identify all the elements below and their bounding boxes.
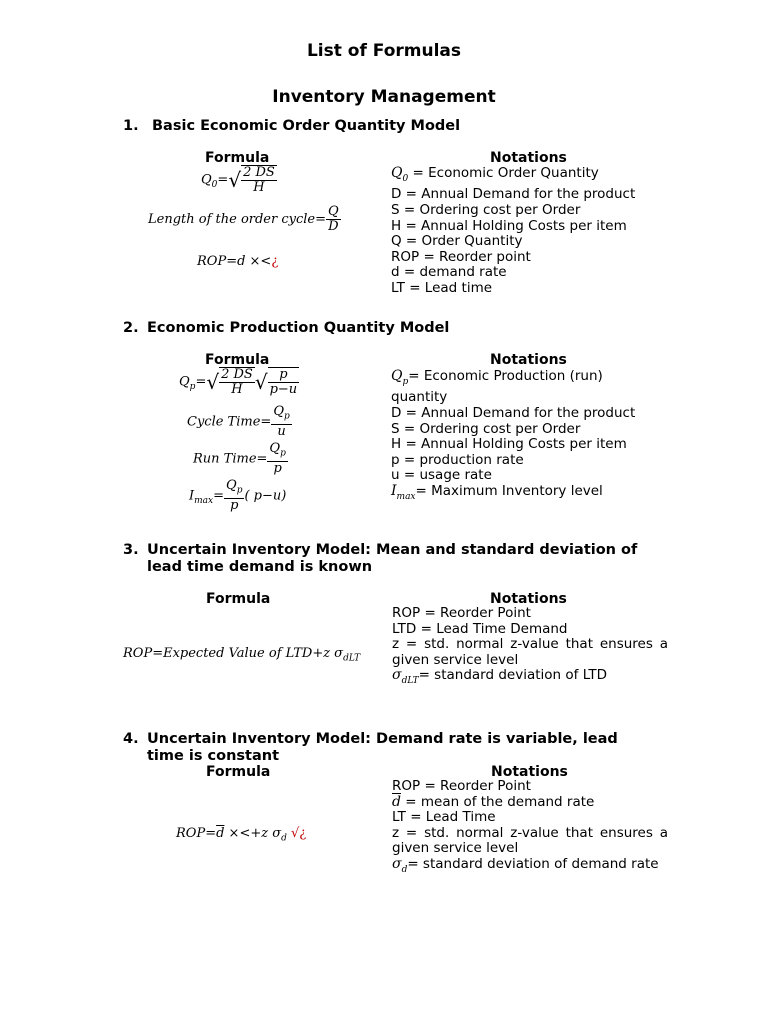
notation-item: $\sigma_d=$ standard deviation of demand rate (392, 855, 659, 875)
formula-header: Formula (205, 150, 270, 166)
formula-header: Formula (206, 764, 271, 780)
notation-item: LT = Lead time (391, 279, 493, 296)
section-number: 1. (123, 118, 139, 134)
notations-list (391, 166, 635, 297)
section-number: 2. (123, 320, 139, 336)
notations-header: Notations (491, 764, 568, 780)
formula-rop: ROP=d ×<¿ (197, 254, 279, 269)
notation-item: S = Ordering cost per Order (391, 420, 581, 437)
formula-eoq: $Q_0=√$ $\frac{2 DS}{H}$ (201, 165, 275, 195)
notation-item: H = Annual Holding Costs per item (391, 217, 627, 234)
notations-header: Notations (490, 591, 567, 607)
notation-item: p = production rate (391, 451, 524, 468)
notations-header: Notations (490, 352, 567, 368)
notation-item: H = Annual Holding Costs per item (391, 436, 627, 453)
formula-qp: $Q_p=√$ $\frac{2 DS}{H}$ √ $\frac{p}{p-u}$ (179, 367, 298, 397)
formula-rop-variable: $ROP=\overline{d} \times<+z$ $\sigma_d$ √¿ (176, 826, 307, 844)
notation-item: z = std. normal z-value that ensures a given service level (392, 824, 668, 857)
formula-header: Formula (205, 352, 270, 368)
notation-item: Q = Order Quantity (391, 233, 523, 250)
notation-item: S = Ordering cost per Order (391, 201, 581, 218)
section-number: 4. (123, 731, 139, 747)
formula-imax: $I_{max}=$ $\frac{Q_p}{p}$ ( p−u) (189, 478, 287, 513)
notation-item: $I_{max}=$ Maximum Inventory level (391, 482, 603, 502)
page-subtitle: Inventory Management (272, 87, 496, 107)
notation-item: $\overline{d}$ = mean of the demand rate (392, 793, 595, 810)
notation-item: ROP = Reorder Point (392, 778, 531, 794)
formula-rop-ltd: ROP=Expected Value of LTD+z $\sigma_{dLT}$ (123, 646, 361, 664)
notations-list (392, 606, 668, 690)
section-title: Uncertain Inventory Model: Demand rate is variable, lead time is constant (147, 731, 618, 764)
section-title: Uncertain Inventory Model: Mean and standard deviation of lead time demand is known (147, 542, 638, 575)
notation-item: D = Annual Demand for the product (391, 404, 636, 421)
notations-list (391, 369, 635, 505)
page-title: List of Formulas (306, 41, 462, 61)
notation-item: ROP = Reorder point (391, 248, 531, 265)
notation-item: $Q_p=$ Economic Production (run) (391, 368, 603, 387)
formula-cycle-length: Length of the order cycle= $\frac{Q}{D}$ (148, 204, 339, 234)
notation-item: LTD = Lead Time Demand (392, 620, 568, 637)
section-number: 3. (123, 542, 139, 558)
notation-item: D = Annual Demand for the product (391, 186, 636, 203)
formula-header: Formula (206, 591, 271, 607)
section-title: Economic Production Quantity Model (147, 320, 450, 336)
formula-run-time: Run Time= $\frac{Q_p}{p}$ (193, 441, 286, 476)
notation-item: d = demand rate (391, 264, 507, 281)
notation-item: LT = Lead Time (392, 809, 496, 826)
notation-item: ROP = Reorder Point (392, 605, 531, 621)
notation-item: $\sigma_{dLT}=$ standard deviation of LTD (392, 667, 607, 687)
formula-cycle-time: Cycle Time= $\frac{Q_p}{u}$ (187, 404, 290, 439)
notations-header: Notations (490, 150, 567, 166)
section-title: Basic Economic Order Quantity Model (152, 118, 461, 134)
notations-list (392, 779, 668, 878)
notation-item: z = std. normal z-value that ensures a given service level (392, 636, 668, 668)
notation-item: quantity (391, 389, 448, 406)
notation-item: $Q_0$ = Economic Order Quantity (391, 165, 599, 184)
notation-item: u = usage rate (391, 467, 492, 484)
